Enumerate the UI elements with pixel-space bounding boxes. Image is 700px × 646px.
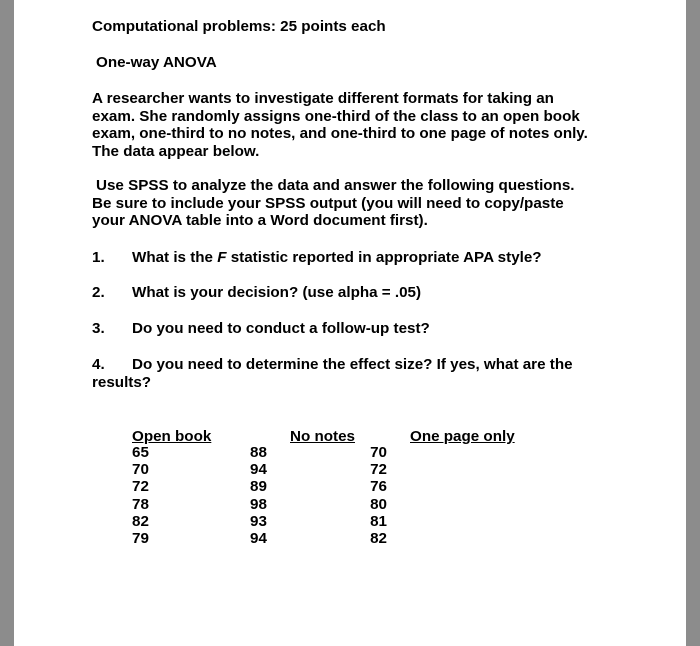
- table-cell: 79: [132, 529, 149, 547]
- intro-paragraph: [92, 90, 588, 160]
- intro-line: A researcher wants to investigate different formats for taking an: [92, 90, 554, 107]
- table-cell: 81: [370, 512, 387, 530]
- question-text: results?: [92, 373, 152, 391]
- question-4: [92, 356, 573, 391]
- intro-line: exam, one-third to no notes, and one-third to one page of notes only.: [92, 125, 588, 142]
- table-cell: 94: [250, 529, 267, 547]
- question-number: 4.: [92, 356, 105, 373]
- header-no-notes: No notes: [290, 428, 355, 445]
- question-text: What is the: [132, 249, 218, 266]
- right-margin-bar: [686, 0, 700, 646]
- table-cell: 89: [250, 478, 267, 496]
- left-margin-bar: [0, 0, 14, 646]
- table-cell: 88: [250, 444, 267, 461]
- column-one-page-only: [347, 444, 387, 547]
- heading: Computational problems: 25 points each: [92, 18, 386, 35]
- table-cell: 93: [250, 512, 267, 530]
- question-3: [92, 320, 430, 338]
- question-text: What is your decision? (use alpha = .05): [132, 284, 422, 301]
- table-cell: 94: [250, 461, 267, 479]
- table-cell: 70: [132, 461, 149, 479]
- instructions-line: your ANOVA table into a Word document first).: [92, 212, 428, 229]
- question-number: 1.: [92, 249, 105, 266]
- table-cell: 76: [370, 478, 387, 496]
- question-italic: F: [217, 249, 227, 266]
- table-cell: 82: [132, 512, 149, 530]
- table-cell: 82: [370, 529, 387, 547]
- table-cell: 80: [370, 495, 387, 513]
- question-number: 2.: [92, 284, 105, 301]
- question-1: [92, 249, 542, 267]
- data-table: [92, 428, 652, 558]
- table-cell: 72: [132, 478, 149, 496]
- question-2: [92, 284, 421, 302]
- question-number: 3.: [92, 320, 105, 337]
- table-cell: 70: [370, 444, 387, 461]
- column-open-book: [132, 444, 172, 547]
- instructions-line: Use SPSS to analyze the data and answer the following questions.: [96, 177, 575, 194]
- intro-line: exam. She randomly assigns one-third of the class to an open book: [92, 107, 580, 125]
- column-no-notes: [250, 444, 290, 547]
- instructions-paragraph: [92, 177, 575, 230]
- subheading: One-way ANOVA: [96, 54, 217, 71]
- table-cell: 78: [132, 495, 149, 513]
- table-cell: 98: [250, 495, 267, 513]
- table-cell: 65: [132, 444, 149, 461]
- question-text: Do you need to conduct a follow-up test?: [132, 320, 430, 337]
- table-cell: 72: [370, 461, 387, 479]
- instructions-line: Be sure to include your SPSS output (you will need to copy/paste: [92, 194, 564, 212]
- question-text: statistic reported in appropriate APA style?: [226, 249, 542, 266]
- header-open-book: Open book: [132, 428, 212, 445]
- intro-line: The data appear below.: [92, 142, 260, 160]
- question-text: Do you need to determine the effect size? If yes, what are the: [132, 356, 573, 373]
- header-one-page-only: One page only: [410, 428, 515, 445]
